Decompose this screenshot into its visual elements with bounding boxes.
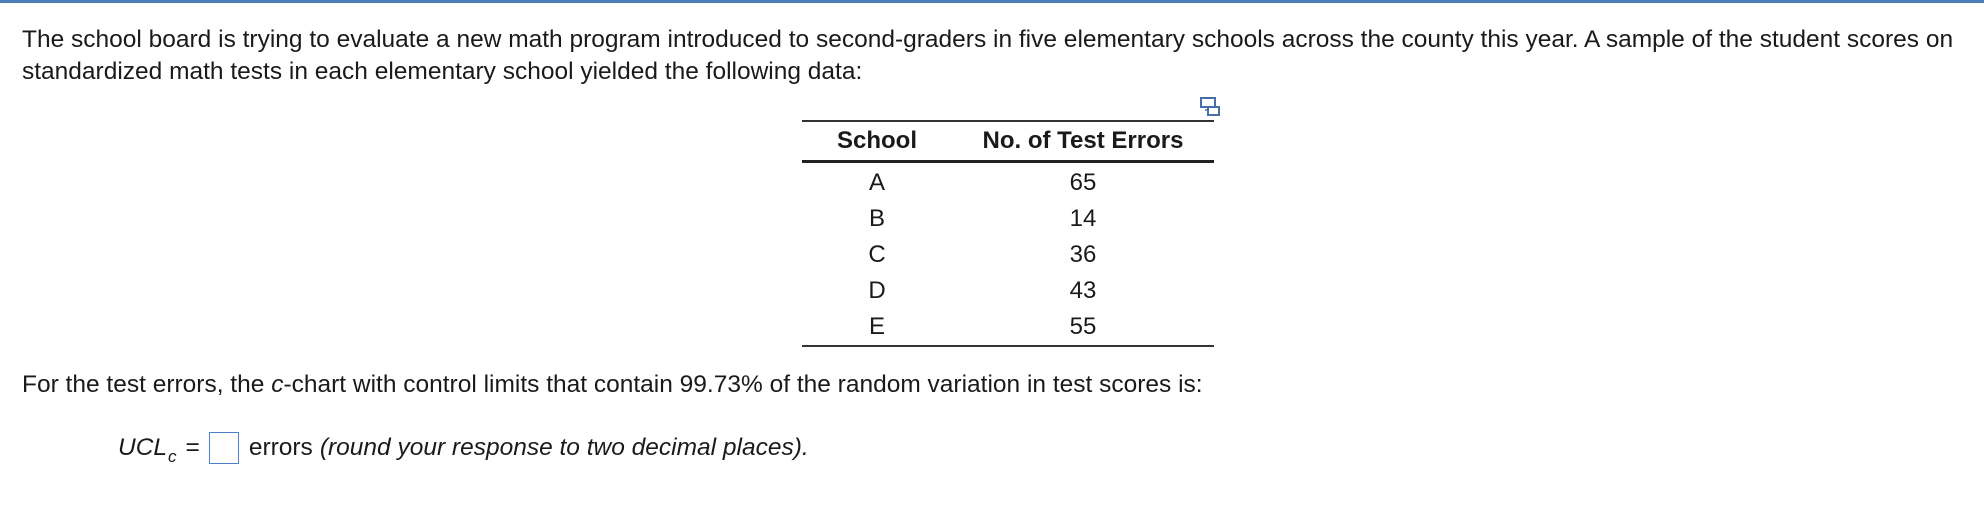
ucl-answer-input[interactable] — [209, 432, 239, 464]
question-emphasis: c — [271, 371, 284, 398]
data-table — [802, 120, 1214, 347]
table-row — [802, 237, 1214, 273]
errors-cell: 55 — [1069, 313, 1097, 340]
header-school: School — [836, 127, 917, 154]
answer-row — [118, 432, 809, 464]
problem-intro: The school board is trying to evaluate a new math program introduced to second-graders in five elementary schools across the county this year. A sample of the student scores on standardized math tests in each elementary school yielded the following data: — [22, 26, 1954, 85]
table-row — [802, 309, 1214, 346]
errors-cell: 14 — [1069, 205, 1097, 232]
table-row — [802, 273, 1214, 309]
question-after: -chart with control limits that contain 99.73% of the random variation in test scores is: — [283, 371, 1203, 398]
units-label: errors — [248, 434, 313, 461]
ucl-label: UCL — [118, 434, 168, 461]
header-test-errors: No. of Test Errors — [982, 127, 1184, 154]
school-cell: E — [868, 313, 885, 340]
school-cell: D — [868, 277, 886, 304]
errors-cell: 65 — [1069, 169, 1097, 196]
errors-cell: 36 — [1069, 241, 1097, 268]
school-cell: C — [868, 241, 886, 268]
equals-sign: = — [185, 434, 200, 461]
copy-to-spreadsheet-icon[interactable] — [1198, 96, 1222, 118]
errors-cell: 43 — [1069, 277, 1097, 304]
question-before: For the test errors, the — [22, 371, 272, 398]
school-cell: B — [868, 205, 885, 232]
ucl-subscript: c — [168, 447, 177, 466]
table-row — [802, 162, 1214, 202]
top-rule — [0, 0, 1984, 3]
rounding-note: (round your response to two decimal places). — [319, 434, 809, 461]
table-header-row — [802, 121, 1214, 162]
question-text — [22, 369, 1203, 401]
school-cell: A — [868, 169, 885, 196]
table-row — [802, 201, 1214, 237]
